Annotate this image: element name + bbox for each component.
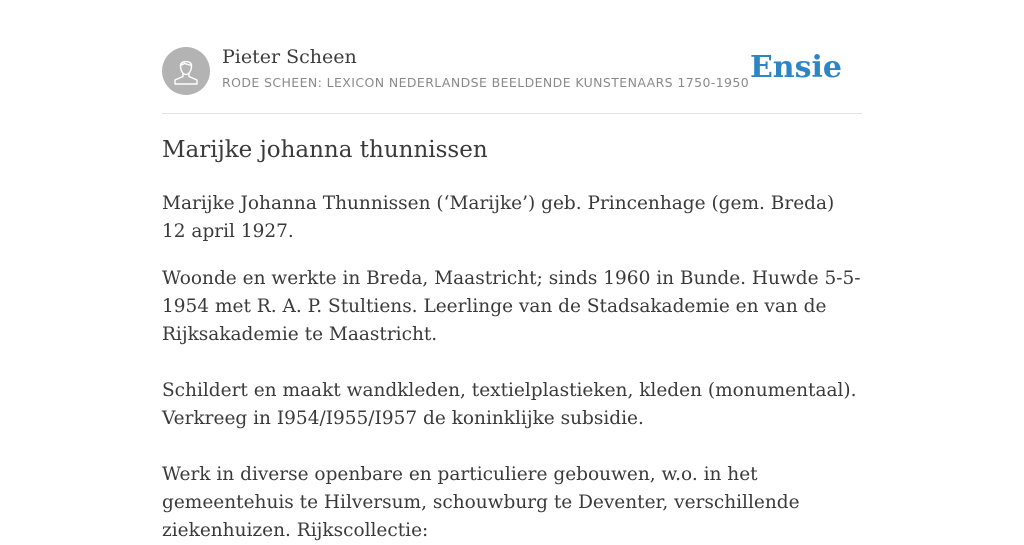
article-paragraph: Marijke Johanna Thunnissen (‘Marijke’) geb. Princenhage (gem. Breda) 12 april 1927. — [162, 193, 835, 242]
source-title[interactable]: RODE SCHEEN: LEXICON NEDERLANDSE BEELDENDE KUNSTENAARS 1750-1950 — [222, 75, 750, 90]
article-paragraph: Schildert en maakt wandkleden, textielplastieken, kleden (monumentaal). Verkreeg in I954/I955/I957 de koninklijke subsidie. — [162, 380, 857, 429]
author-avatar[interactable] — [162, 47, 210, 95]
author-name[interactable]: Pieter Scheen — [222, 46, 357, 68]
article-paragraph: Werk in diverse openbare en particuliere gebouwen, w.o. in het gemeentehuis te Hilversum, schouwburg te Deventer, verschillende ziekenhuizen. Rijkscollectie: — [162, 464, 800, 541]
header — [162, 46, 862, 96]
user-icon — [162, 47, 210, 95]
article-paragraph: Woonde en werkte in Breda, Maastricht; sinds 1960 in Bunde. Huwde 5-5-1954 met R. A. P. Stultiens. Leerlinge van de Stadsakademie en van de Rijksakademie te Maastricht. — [162, 268, 861, 345]
ensie-logo[interactable]: Ensie — [749, 50, 842, 85]
header-divider — [162, 113, 862, 114]
article-title: Marijke johanna thunnissen — [162, 137, 488, 163]
